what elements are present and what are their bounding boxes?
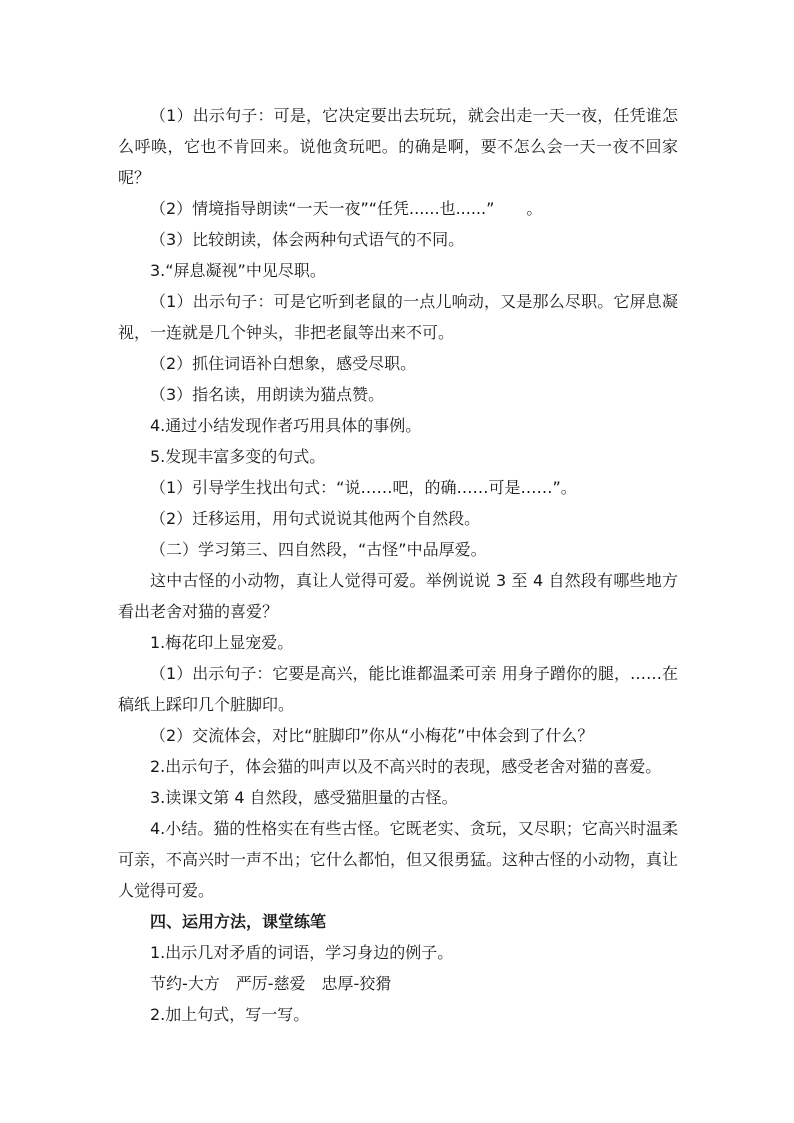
heading-section-two: （二）学习第三、四自然段，“古怪”中品厚爱。 bbox=[150, 540, 487, 559]
paragraph-find-pattern: （1）引导学生找出句式：“说……吧，的确……可是……”。 bbox=[150, 478, 577, 497]
document-body bbox=[118, 100, 678, 1030]
paragraph-summary-examples: 4.通过小结发现作者巧用具体的事例。 bbox=[150, 416, 422, 435]
paragraph-cat-sounds: 2.出示句子，体会猫的叫声以及不高兴时的表现，感受老舍对猫的喜爱。 bbox=[150, 757, 662, 776]
paragraph-read-section-four: 3.读课文第 4 自然段，感受猫胆量的古怪。 bbox=[150, 788, 458, 807]
paragraph-exchange-feelings: （2）交流体会，对比“脏脚印”你从“小梅花”中体会到了什么？ bbox=[150, 726, 594, 745]
paragraph-imagine-duty: （2）抓住词语补白想象，感受尽职。 bbox=[150, 354, 417, 373]
paragraph-guided-reading: （2）情境指导朗读“一天一夜”“任凭......也......” 。 bbox=[150, 199, 543, 218]
paragraph-transfer-use: （2）迁移运用，用句式说说其他两个自然段。 bbox=[150, 509, 481, 528]
heading-duty: 3.“屏息凝视”中见尽职。 bbox=[150, 261, 326, 280]
paragraph-show-sentence-play: （1）出示句子：可是，它决定要出去玩玩，就会出走一天一夜，任凭谁怎么呼唤，它也不肯回来。说他贪玩吧。的确是啊，要不怎么会一天一夜不回家呢？ bbox=[118, 106, 678, 187]
paragraph-compare-reading: （3）比较朗读，体会两种句式语气的不同。 bbox=[150, 230, 465, 249]
paragraph-write-practice: 2.加上句式，写一写。 bbox=[150, 1005, 310, 1024]
paragraph-show-sentence-duty: （1）出示句子：可是它听到老鼠的一点儿响动，又是那么尽职。它屏息凝视，一连就是几个钟头，非把老鼠等出来不可。 bbox=[118, 292, 678, 342]
paragraph-word-pairs: 节约-大方 严厉-慈爱 忠厚-狡猾 bbox=[150, 974, 392, 993]
paragraph-name-reading: （3）指名读，用朗读为猫点赞。 bbox=[150, 385, 385, 404]
heading-section-four: 四、运用方法，课堂练笔 bbox=[150, 912, 327, 931]
paragraph-varied-sentences: 5.发现丰富多变的句式。 bbox=[150, 447, 326, 466]
paragraph-show-sentence-happy: （1）出示句子：它要是高兴，能比谁都温柔可亲 用身子蹭你的腿，……在稿纸上踩印几个脏脚印。 bbox=[118, 664, 678, 714]
paragraph-cute-animal: 这中古怪的小动物，真让人觉得可爱。举例说说 3 至 4 自然段有哪些地方看出老舍对猫的喜爱？ bbox=[118, 571, 678, 621]
paragraph-contradictory-words: 1.出示几对矛盾的词语，学习身边的例子。 bbox=[150, 943, 454, 962]
heading-plum-print: 1.梅花印上显宠爱。 bbox=[150, 633, 294, 652]
paragraph-summary-character: 4.小结。猫的性格实在有些古怪。它既老实、贪玩，又尽职；它高兴时温柔可亲，不高兴时一声不出；它什么都怕，但又很勇猛。这种古怪的小动物，真让人觉得可爱。 bbox=[118, 819, 679, 900]
